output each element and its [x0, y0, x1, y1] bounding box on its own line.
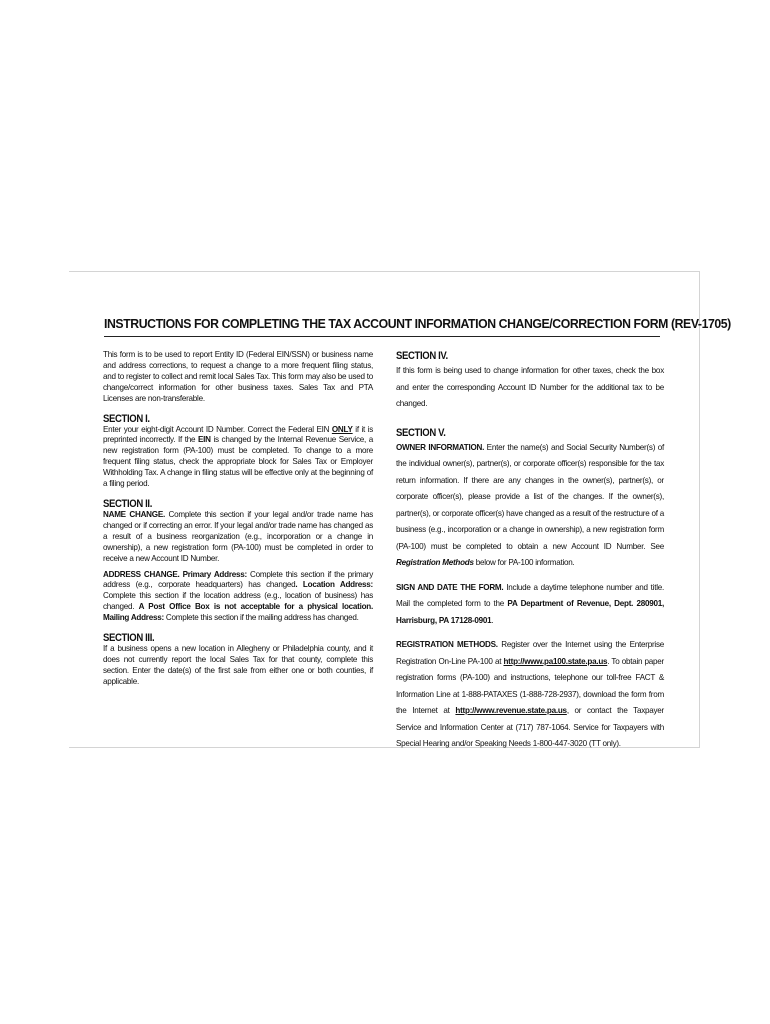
section-2-heading: SECTION II.	[103, 497, 153, 510]
right-column	[396, 350, 664, 753]
po-box-warning: A Post Office Box is not acceptable for a physical location	[138, 602, 371, 612]
owner-information-text: OWNER INFORMATION. Enter the name(s) and Social Security Number(s) of the individual owner(s), partner(s), or corporate officer(s) responsible for the tax return information. If there are any changes in the owner(s), partner(s), or corporate officer(s), please provide a list of the changes. If the owner(s), partner(s), or corporate officer(s) have changed as a result of the restructure of a business (e.g., incorporation or a change in ownership), a new registration form (PA-100) must be completed to obtain a new Account ID Number. See Registration Methods below for PA-100 information.	[396, 442, 664, 567]
section-5-heading: SECTION V.	[396, 426, 446, 439]
section-3-heading: SECTION III.	[103, 632, 155, 645]
section-1-heading: SECTION I.	[103, 412, 150, 425]
section-4-text: If this form is being used to change information for other taxes, check the box and enter the corresponding Account ID Number for the additional tax to be changed.	[396, 366, 664, 408]
revenue-link[interactable]: http://www.revenue.state.pa.us	[455, 706, 567, 715]
ein-emphasis: EIN	[197, 435, 211, 445]
instruction-sheet	[69, 271, 731, 748]
section-1-text: Enter your eight-digit Account ID Number. Correct the Federal EIN ONLY if it is preprinted incorrectly. If the EIN is changed by the Internal Revenue Service, a new registration form (PA-100) must be completed. To change to a more frequent filing status, check the appropriate block for Sales Tax or Employer Withholding Tax. A change in filing status will be effective only at the beginning of a filing period.	[103, 424, 374, 489]
pa100-link[interactable]: http://www.pa100.state.pa.us	[503, 656, 608, 666]
mailing-address: PA Department of Revenue, Dept. 280901, Harrisburg, PA 17128-0901	[396, 599, 664, 625]
sign-and-date-label: SIGN AND DATE THE FORM.	[396, 582, 504, 592]
name-change-label: NAME CHANGE.	[103, 509, 165, 519]
section-4-heading: SECTION IV.	[396, 350, 448, 362]
left-column	[103, 350, 373, 688]
owner-information-label: OWNER INFORMATION.	[396, 442, 485, 452]
name-change-text: NAME CHANGE. Complete this section if your legal and/or trade name has changed or if correcting an error. If your legal and/or trade name has changed as a result of a business reorganization (e.g., incorporation or a change in ownership), a new registration form (PA-100) must be completed in order to receive a new Account ID Number.	[103, 509, 374, 563]
section-3-text: If a business opens a new location in Allegheny or Philadelphia county, and it does not currently report the local Sales Tax for that county, complete this section. Enter the date(s) of the first sale from either one or both counties, if applicable.	[103, 644, 373, 686]
title-underline	[104, 336, 660, 337]
intro-paragraph: This form is to be used to report Entity ID (Federal EIN/SSN) or business name and address corrections, to request a change to a more frequent filing status, and to register to collect and remit local Sales Tax. This form may also be used to change/correct information for other business taxes. Sales Tax and PTA Licenses are non-transferable.	[103, 350, 374, 403]
address-change-text: ADDRESS CHANGE. Primary Address: Complete this section if the primary address (e.g., corporate headquarters) has changed. Location Address: Complete this section if the location address (e.g., location of business) has changed. A Post Office Box is not acceptable for a physical location. Mailing Address: Complete this section if the mailing address has changed.	[103, 569, 373, 623]
registration-methods-ref: Registration Methods	[396, 558, 474, 567]
only-emphasis: ONLY	[331, 424, 353, 434]
page-title: INSTRUCTIONS FOR COMPLETING THE TAX ACCOUNT INFORMATION CHANGE/CORRECTION FORM (REV-1705)	[104, 316, 731, 331]
address-change-label: ADDRESS CHANGE.	[103, 569, 180, 579]
registration-methods-label: REGISTRATION METHODS.	[396, 640, 498, 649]
sign-and-date-text: SIGN AND DATE THE FORM. Include a daytime telephone number and title. Mail the completed form to the PA Department of Revenue, Dept. 280901, Harrisburg, PA 17128-0901.	[396, 582, 664, 625]
registration-methods-text: REGISTRATION METHODS. Register over the Internet using the Enterprise Registration On-Line PA-100 at http://www.pa100.state.pa.us. To obtain paper registration forms (PA-100) and instructions, telephone our toll-free FACT & Information Line at 1-888-PATAXES (1-888-728-2937), download the form from the Internet at http://www.revenue.state.pa.us, or contact the Taxpayer Service and Information Center at (717) 787-1064. Service for Taxpayers with Special Hearing and/or Speaking Needs 1-800-447-3020 (TT only).	[396, 640, 665, 748]
